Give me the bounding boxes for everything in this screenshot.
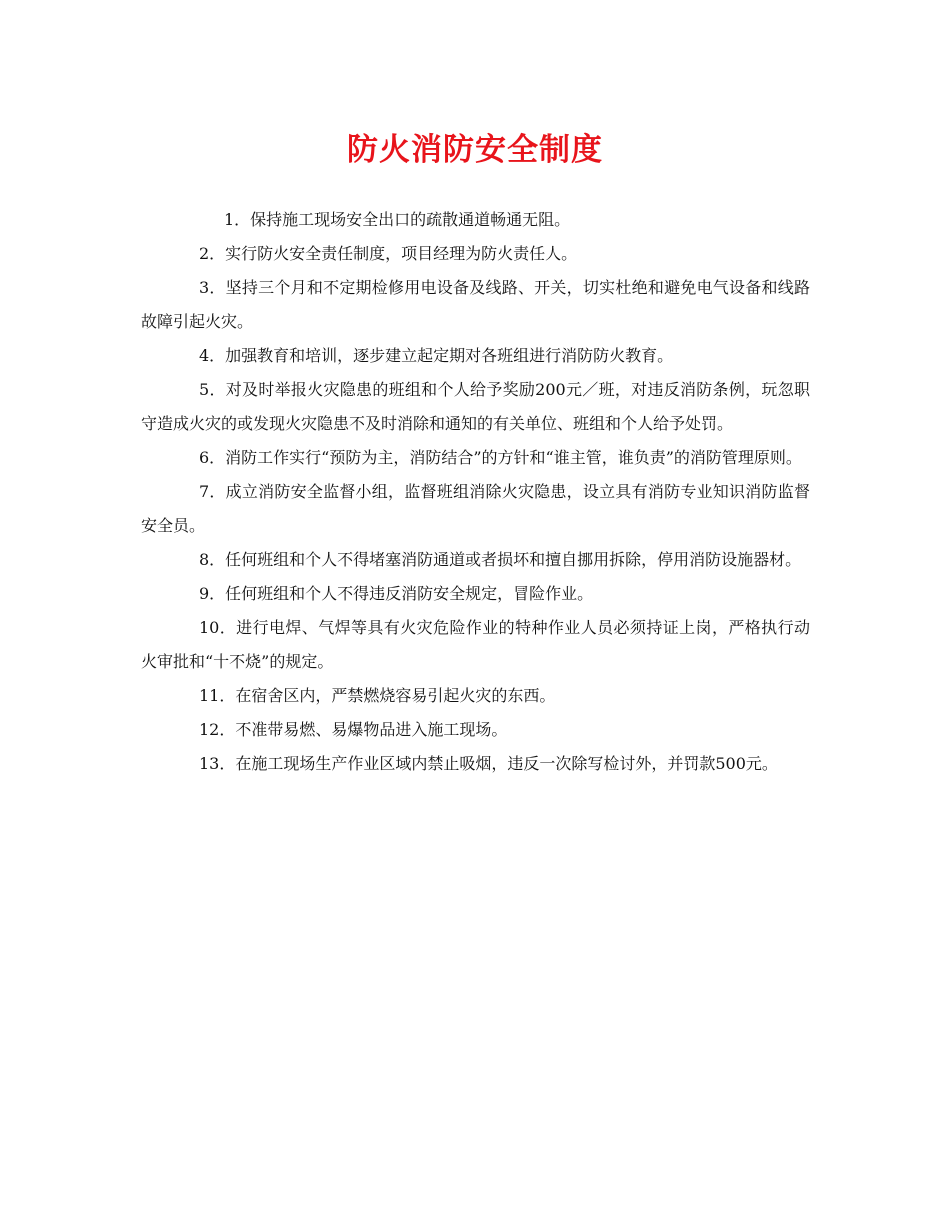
paragraph-5: 5．对及时举报火灾隐患的班组和个人给予奖励200元／班，对违反消防条例，玩忽职守造成火灾的或发现火灾隐患不及时消除和通知的有关单位、班组和个人给予处罚。	[141, 380, 810, 433]
paragraph-1: 1．保持施工现场安全出口的疏散通道畅通无阻。	[224, 210, 571, 229]
paragraph-12: 12．不准带易燃、易爆物品进入施工现场。	[199, 720, 508, 739]
paragraph-6: 6．消防工作实行“预防为主，消防结合”的方针和“谁主管，谁负责”的消防管理原则。	[199, 448, 802, 467]
paragraph-10: 10．进行电焊、气焊等具有火灾危险作业的特种作业人员必须持证上岗，严格执行动火审批和“十不烧”的规定。	[141, 618, 810, 671]
paragraph-3: 3．坚持三个月和不定期检修用电设备及线路、开关，切实杜绝和避免电气设备和线路故障引起火灾。	[141, 278, 810, 331]
document-body	[141, 203, 810, 781]
paragraph-7: 7．成立消防安全监督小组，监督班组消除火灾隐患，设立具有消防专业知识消防监督安全员。	[141, 482, 810, 535]
paragraph-11: 11．在宿舍区内，严禁燃烧容易引起火灾的东西。	[199, 686, 556, 705]
paragraph-13: 13．在施工现场生产作业区域内禁止吸烟，违反一次除写检讨外，并罚款500元。	[199, 754, 778, 773]
paragraph-9: 9．任何班组和个人不得违反消防安全规定，冒险作业。	[199, 584, 594, 603]
page-title: 防火消防安全制度	[347, 132, 603, 168]
paragraph-2: 2．实行防火安全责任制度，项目经理为防火责任人。	[199, 244, 578, 263]
paragraph-4: 4．加强教育和培训，逐步建立起定期对各班组进行消防防火教育。	[199, 346, 674, 365]
paragraph-8: 8．任何班组和个人不得堵塞消防通道或者损坏和擅自挪用拆除，停用消防设施器材。	[199, 550, 802, 569]
